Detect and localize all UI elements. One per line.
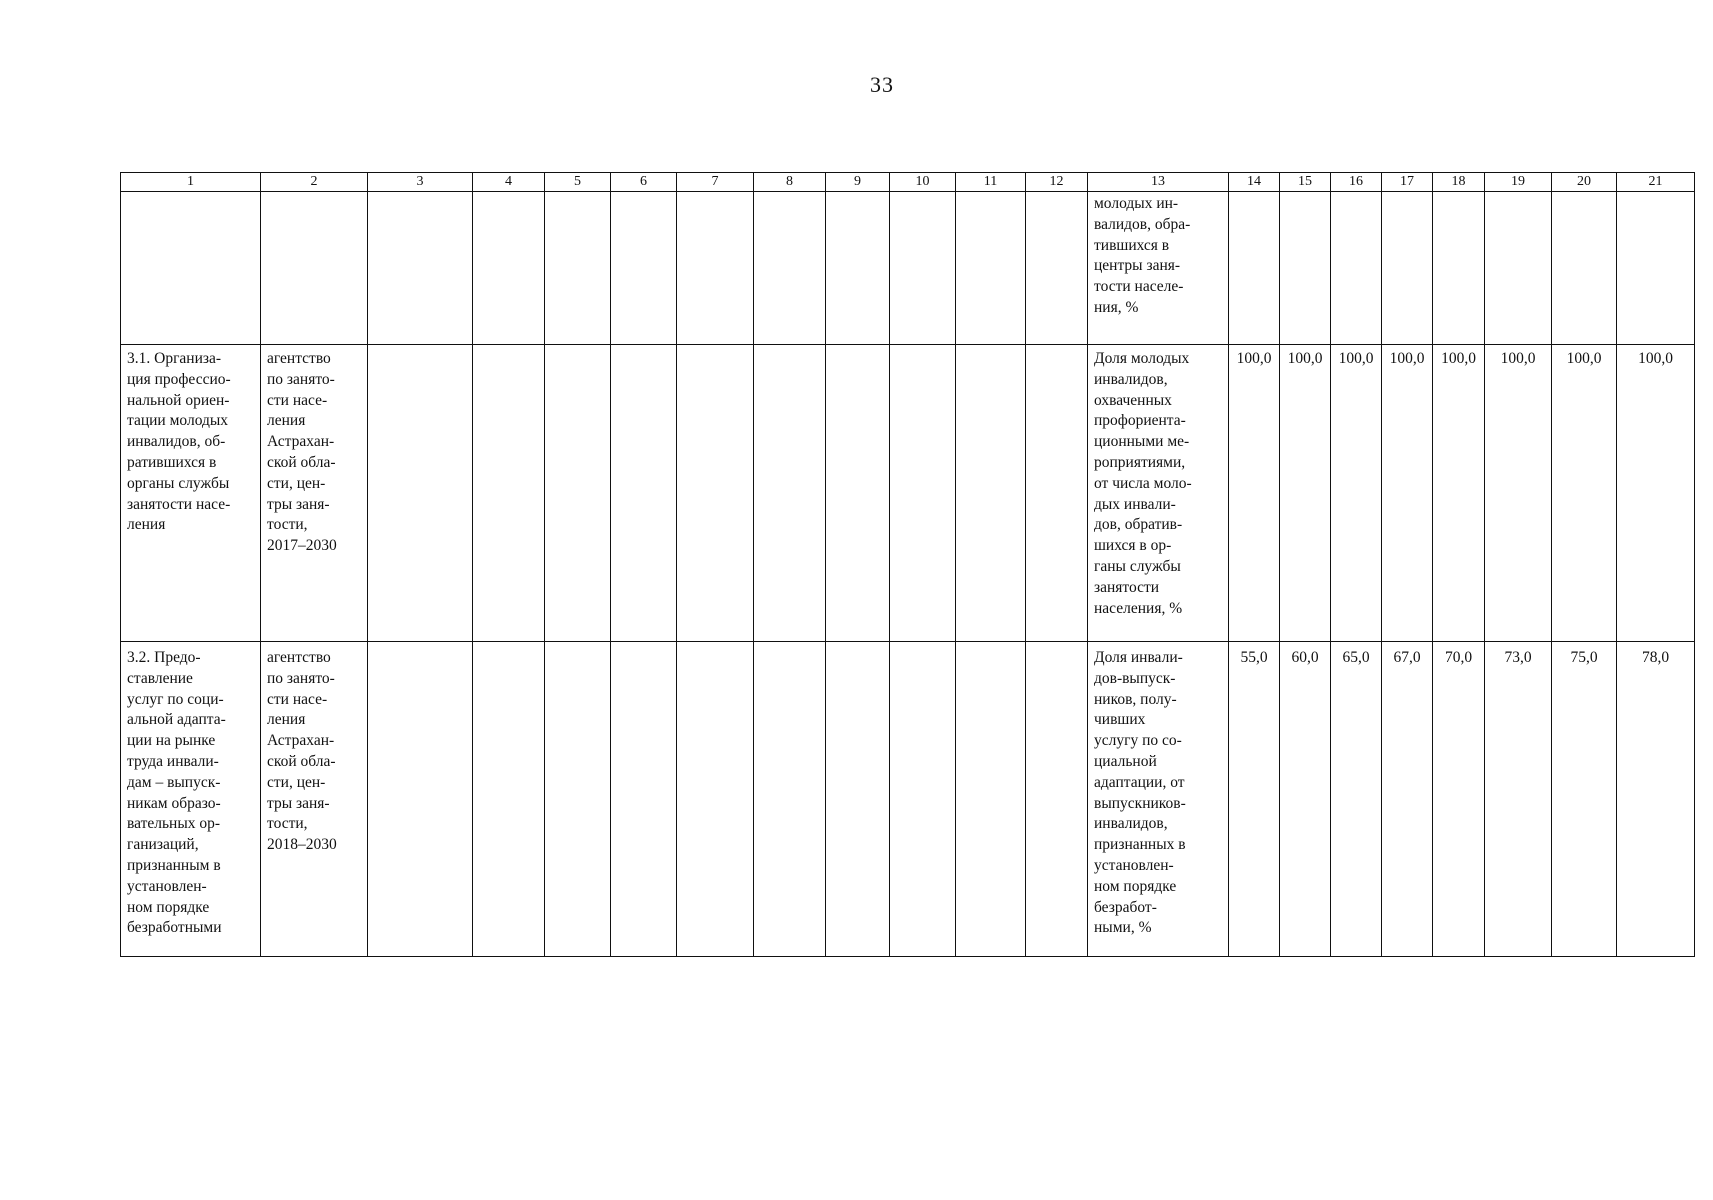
executor-cell (261, 345, 368, 642)
empty-cell-col-7 (677, 642, 754, 957)
column-header-3: 3 (368, 173, 473, 192)
executor-cell-line: тости, (267, 516, 308, 534)
empty-cell-col-9 (826, 192, 890, 345)
indicator-cell-line: населения, % (1094, 599, 1183, 617)
value-cell-col-15: 100,0 (1280, 345, 1331, 642)
measure-name-cell-line: нальной ориен- (127, 391, 230, 409)
indicator-cell-line: инвалидов, (1094, 370, 1168, 388)
measure-name-cell-line: занятости насе- (127, 495, 231, 513)
empty-cell-col-9 (826, 345, 890, 642)
indicator-cell (1088, 642, 1229, 957)
measure-name-cell-line: 3.1. Организа- (127, 350, 222, 367)
column-header-18: 18 (1433, 173, 1485, 192)
indicator-cell-line: адаптации, от (1094, 773, 1185, 791)
header-row (121, 173, 1695, 192)
executor-cell-line: сти, цен- (267, 474, 326, 492)
measure-name-cell (121, 345, 261, 642)
executor-cell-line: сти, цен- (267, 773, 326, 791)
measure-name-cell-line: ции на рынке (127, 732, 216, 750)
empty-cell-col-8 (754, 642, 826, 957)
value-cell-col-15: 60,0 (1280, 642, 1331, 957)
column-header-10: 10 (890, 173, 956, 192)
page-number: 33 (870, 72, 894, 97)
indicator-cell-line: Доля инвали- (1094, 649, 1183, 666)
measure-name-cell-line: инвалидов, об- (127, 433, 226, 451)
empty-cell-col-3 (368, 345, 473, 642)
value-cell-col-16: 65,0 (1331, 642, 1382, 957)
indicator-cell-line: профориента- (1094, 412, 1186, 430)
measure-name-cell-line: ция профессио- (127, 370, 231, 388)
indicators-table (120, 172, 1695, 957)
empty-cell-col-4 (473, 192, 545, 345)
empty-cell-col-8 (754, 192, 826, 345)
executor-cell-line: 2018–2030 (267, 836, 337, 854)
value-cell-col-21 (1617, 192, 1695, 345)
empty-cell-col-7 (677, 345, 754, 642)
indicator-cell (1088, 345, 1229, 642)
executor-cell-line: ской обла- (267, 752, 336, 770)
column-header-8: 8 (754, 173, 826, 192)
measure-name-cell-line: тации молодых (127, 412, 229, 430)
empty-cell-col-4 (473, 345, 545, 642)
column-header-20: 20 (1552, 173, 1617, 192)
value-cell-col-20 (1552, 192, 1617, 345)
empty-cell-col-5 (545, 192, 611, 345)
value-cell-col-19 (1485, 192, 1552, 345)
value-cell-col-17: 67,0 (1382, 642, 1433, 957)
value-cell-col-19: 73,0 (1485, 642, 1552, 957)
empty-cell-col-12 (1026, 345, 1088, 642)
column-header-9: 9 (826, 173, 890, 192)
executor-cell-line: тости, (267, 815, 308, 833)
executor-cell (261, 192, 368, 345)
indicator-cell-line: ников, полу- (1094, 690, 1177, 708)
indicator-cell-line: роприятиями, (1094, 453, 1186, 471)
executor-cell-line: сти насе- (267, 391, 328, 409)
value-cell-col-20: 75,0 (1552, 642, 1617, 957)
value-cell-col-14: 100,0 (1229, 345, 1280, 642)
column-header-1: 1 (121, 173, 261, 192)
indicator-cell-line: валидов, обра- (1094, 215, 1191, 233)
indicator-cell-line: тившихся в (1094, 236, 1170, 254)
executor-cell-line: агентство (267, 350, 331, 367)
indicator-cell-line: циальной (1094, 752, 1157, 770)
value-cell-col-14: 55,0 (1229, 642, 1280, 957)
empty-cell-col-10 (890, 345, 956, 642)
measure-name-cell-line: труда инвали- (127, 752, 219, 770)
empty-cell-col-11 (956, 345, 1026, 642)
table-row (121, 642, 1695, 957)
indicator-cell-line: центры заня- (1094, 257, 1181, 275)
value-cell-col-18 (1433, 192, 1485, 345)
column-header-14: 14 (1229, 173, 1280, 192)
indicator-cell-line: от числа моло- (1094, 474, 1192, 492)
executor-cell-line: сти насе- (267, 690, 328, 708)
column-header-16: 16 (1331, 173, 1382, 192)
empty-cell-col-4 (473, 642, 545, 957)
value-cell-col-21: 78,0 (1617, 642, 1695, 957)
executor-cell-line: тры заня- (267, 794, 330, 812)
indicator-cell-line: услугу по со- (1094, 732, 1182, 750)
indicator-cell-line: шихся в ор- (1094, 537, 1172, 555)
measure-name-cell (121, 192, 261, 345)
executor-cell-line: по занято- (267, 370, 335, 388)
measure-name-cell-line: признанным в (127, 856, 221, 874)
measure-name-cell-line: установлен- (127, 877, 207, 895)
indicator-cell-line: дых инвали- (1094, 495, 1176, 513)
measure-name-cell-line: 3.2. Предо- (127, 649, 201, 666)
empty-cell-col-3 (368, 192, 473, 345)
column-header-17: 17 (1382, 173, 1433, 192)
empty-cell-col-10 (890, 642, 956, 957)
value-cell-col-17: 100,0 (1382, 345, 1433, 642)
executor-cell-line: ления (267, 412, 306, 430)
table-row (121, 192, 1695, 345)
executor-cell-line: ской обла- (267, 453, 336, 471)
indicator-cell (1088, 192, 1229, 345)
column-header-5: 5 (545, 173, 611, 192)
executor-cell-line: тры заня- (267, 495, 330, 513)
column-header-12: 12 (1026, 173, 1088, 192)
executor-cell-line: Астрахан- (267, 732, 335, 750)
value-cell-col-20: 100,0 (1552, 345, 1617, 642)
empty-cell-col-6 (611, 642, 677, 957)
indicator-cell-line: дов-выпуск- (1094, 669, 1176, 687)
value-cell-col-16: 100,0 (1331, 345, 1382, 642)
value-cell-col-21: 100,0 (1617, 345, 1695, 642)
value-cell-col-16 (1331, 192, 1382, 345)
table-row (121, 345, 1695, 642)
executor-cell-line: Астрахан- (267, 433, 335, 451)
indicator-cell-line: инвалидов, (1094, 815, 1168, 833)
executor-cell-line: ления (267, 711, 306, 729)
indicator-cell-line: безработ- (1094, 898, 1157, 916)
measure-name-cell-line: органы службы (127, 474, 230, 492)
column-header-21: 21 (1617, 173, 1695, 192)
column-header-4: 4 (473, 173, 545, 192)
indicator-cell-line: ционными ме- (1094, 433, 1190, 451)
indicator-cell-line: охваченных (1094, 391, 1172, 409)
column-header-2: 2 (261, 173, 368, 192)
value-cell-col-19: 100,0 (1485, 345, 1552, 642)
value-cell-col-15 (1280, 192, 1331, 345)
indicator-cell-line: признанных в (1094, 836, 1186, 854)
indicator-cell-line: молодых ин- (1094, 195, 1179, 212)
empty-cell-col-8 (754, 345, 826, 642)
indicator-cell-line: Доля молодых (1094, 350, 1190, 367)
column-header-7: 7 (677, 173, 754, 192)
indicator-cell-line: установлен- (1094, 856, 1174, 874)
executor-cell-line: по занято- (267, 669, 335, 687)
measure-name-cell-line: никам образо- (127, 794, 221, 812)
empty-cell-col-9 (826, 642, 890, 957)
measure-name-cell-line: ганизаций, (127, 836, 199, 854)
indicator-cell-line: чивших (1094, 711, 1146, 729)
empty-cell-col-10 (890, 192, 956, 345)
measure-name-cell-line: безработными (127, 919, 222, 937)
measure-name-cell-line: вательных ор- (127, 815, 221, 833)
indicator-cell-line: ганы службы (1094, 557, 1181, 575)
column-header-13: 13 (1088, 173, 1229, 192)
value-cell-col-17 (1382, 192, 1433, 345)
measure-name-cell-line: дам – выпуск- (127, 773, 221, 791)
empty-cell-col-6 (611, 345, 677, 642)
indicator-cell-line: выпускников- (1094, 794, 1186, 812)
measure-name-cell (121, 642, 261, 957)
empty-cell-col-3 (368, 642, 473, 957)
empty-cell-col-5 (545, 642, 611, 957)
value-cell-col-18: 70,0 (1433, 642, 1485, 957)
empty-cell-col-12 (1026, 642, 1088, 957)
indicator-cell-line: ном порядке (1094, 877, 1177, 895)
column-header-6: 6 (611, 173, 677, 192)
empty-cell-col-5 (545, 345, 611, 642)
indicator-cell-line: тости населе- (1094, 278, 1184, 296)
empty-cell-col-6 (611, 192, 677, 345)
indicator-cell-line: ными, % (1094, 919, 1152, 937)
executor-cell-line: агентство (267, 649, 331, 666)
column-header-19: 19 (1485, 173, 1552, 192)
value-cell-col-14 (1229, 192, 1280, 345)
column-header-11: 11 (956, 173, 1026, 192)
empty-cell-col-12 (1026, 192, 1088, 345)
indicator-cell-line: ния, % (1094, 298, 1139, 316)
empty-cell-col-7 (677, 192, 754, 345)
measure-name-cell-line: альной адапта- (127, 711, 226, 729)
measure-name-cell-line: ставление (127, 669, 193, 687)
empty-cell-col-11 (956, 192, 1026, 345)
empty-cell-col-11 (956, 642, 1026, 957)
measure-name-cell-line: ления (127, 516, 166, 534)
executor-cell (261, 642, 368, 957)
value-cell-col-18: 100,0 (1433, 345, 1485, 642)
indicator-cell-line: дов, обратив- (1094, 516, 1183, 534)
column-header-15: 15 (1280, 173, 1331, 192)
executor-cell-line: 2017–2030 (267, 537, 337, 555)
measure-name-cell-line: ратившихся в (127, 453, 217, 471)
indicator-cell-line: занятости (1094, 578, 1160, 596)
measure-name-cell-line: ном порядке (127, 898, 210, 916)
measure-name-cell-line: услуг по соци- (127, 690, 224, 708)
